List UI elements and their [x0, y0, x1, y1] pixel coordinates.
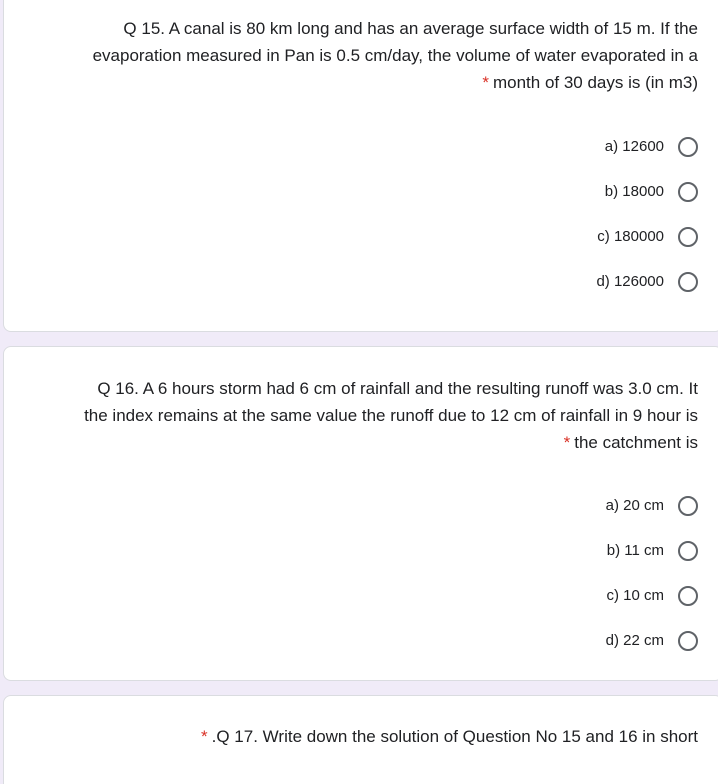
question-text-line-end: .Q 17. Write down the solution of Question No 15 and 16 in short [211, 727, 698, 746]
question-card-16 [3, 346, 718, 681]
question-card-15 [3, 0, 718, 332]
option-b[interactable] [606, 528, 698, 573]
question-text-line: Q 15. A canal is 80 km long and has an average surface width of 15 m. If the [123, 19, 698, 38]
question-text-line: Q 16. A 6 hours storm had 6 cm of rainfall and the resulting runoff was 3.0 cm. It [97, 379, 698, 398]
radio-group-16 [606, 483, 698, 663]
option-b[interactable] [596, 169, 698, 214]
required-asterisk: * [563, 433, 571, 452]
question-text-line-end: the catchment is [574, 433, 698, 452]
radio-button-icon[interactable] [678, 137, 698, 157]
option-label: b) 11 cm [606, 542, 664, 559]
question-title-16 [84, 375, 698, 456]
option-a[interactable] [606, 483, 698, 528]
option-label: b) 18000 [604, 183, 664, 200]
option-label: a) 20 cm [605, 497, 664, 514]
radio-button-icon[interactable] [678, 586, 698, 606]
question-text-line-end: month of 30 days is (in m3) [492, 73, 698, 92]
radio-button-icon[interactable] [678, 227, 698, 247]
option-c[interactable] [606, 573, 698, 618]
option-label: d) 126000 [596, 273, 664, 290]
option-label: c) 180000 [597, 228, 664, 245]
required-asterisk: * [482, 73, 489, 92]
option-label: a) 12600 [604, 138, 664, 155]
option-d[interactable] [596, 259, 698, 304]
required-asterisk: * [201, 727, 208, 746]
question-text-line [93, 69, 698, 96]
question-card-17 [3, 695, 718, 784]
question-text-line [84, 429, 698, 456]
option-label: c) 10 cm [606, 587, 664, 604]
radio-group-15 [596, 124, 698, 304]
option-c[interactable] [596, 214, 698, 259]
option-d[interactable] [606, 618, 698, 663]
option-a[interactable] [596, 124, 698, 169]
radio-button-icon[interactable] [678, 182, 698, 202]
radio-button-icon[interactable] [678, 631, 698, 651]
question-title-15 [93, 15, 698, 96]
question-text-line: the index remains at the same value the runoff due to 12 cm of rainfall in 9 hour is [84, 406, 698, 425]
radio-button-icon[interactable] [678, 272, 698, 292]
question-text-line [201, 723, 698, 750]
question-text-line: evaporation measured in Pan is 0.5 cm/day, the volume of water evaporated in a [92, 46, 698, 65]
question-title-17 [201, 723, 698, 750]
radio-button-icon[interactable] [678, 496, 698, 516]
radio-button-icon[interactable] [678, 541, 698, 561]
option-label: d) 22 cm [605, 632, 664, 649]
